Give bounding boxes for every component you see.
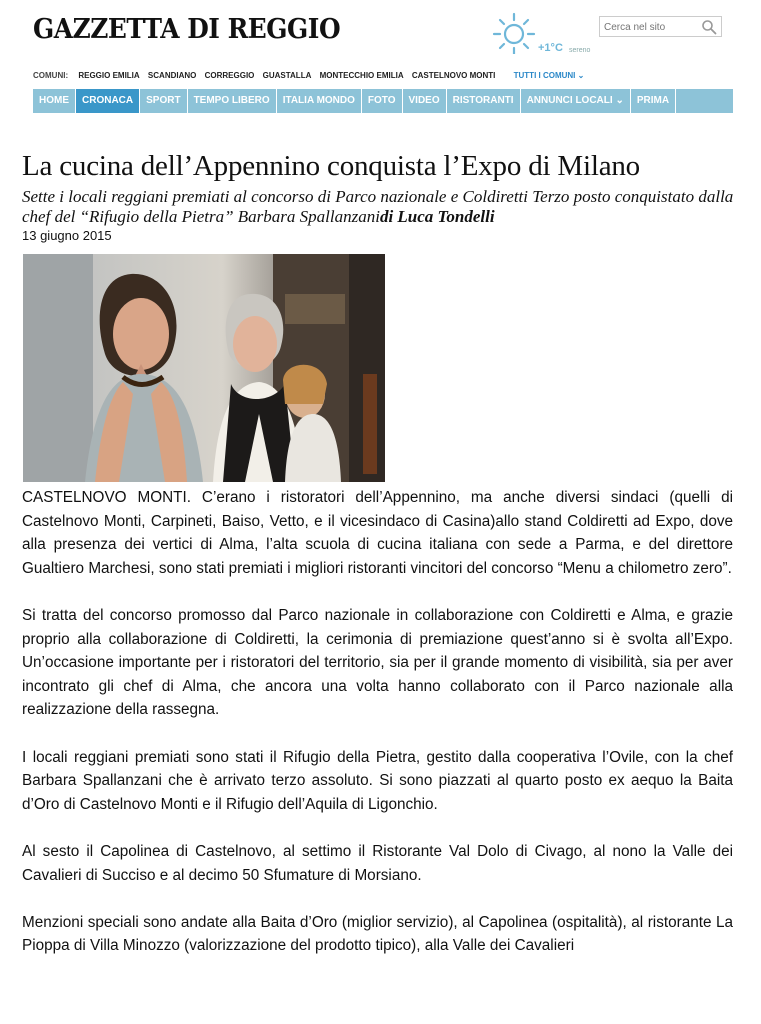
comune-link-reggio-emilia[interactable]: REGGIO EMILIA	[78, 71, 140, 80]
article-title: La cucina dell’Appennino conquista l’Expo di Milano	[22, 150, 640, 182]
article-subtitle-text: Sette i locali reggiani premiati al concorso di Parco nazionale e Coldiretti Terzo posto conquistato dalla chef del “Rifugio della Pietra” Barbara Spallanzani	[22, 187, 734, 226]
search-box	[599, 16, 722, 37]
comune-link-scandiano[interactable]: SCANDIANO	[147, 71, 197, 80]
article-date: 13 giugno 2015	[22, 228, 112, 243]
all-comuni-label: TUTTI I COMUNI	[513, 71, 576, 80]
nav-video[interactable]: VIDEO	[403, 89, 447, 113]
weather-widget[interactable]	[490, 10, 610, 60]
search-input[interactable]	[600, 18, 700, 37]
nav-home[interactable]: HOME	[33, 89, 76, 113]
nav-annunci-label: ANNUNCI LOCALI	[526, 95, 613, 106]
comuni-label: COMUNI:	[33, 71, 69, 80]
nav-prima[interactable]: PRIMA	[631, 89, 676, 113]
sun-icon	[490, 10, 538, 54]
nav-italia-mondo[interactable]: ITALIA MONDO	[277, 89, 362, 113]
weather-condition: sereno	[569, 47, 591, 54]
article-paragraph: Menzioni speciali sono andate alla Baita d’Oro (miglior servizio), al Capolinea (ospitalità), al ristorante La Pioppa di Villa Minozzo (valorizzazione del prodotto tipico), alla Valle dei Cavalieri	[22, 913, 733, 955]
article-author[interactable]: di Luca Tondelli	[379, 207, 495, 226]
article-paragraph: I locali reggiani premiati sono stati il Rifugio della Pietra, gestito dalla cooperativa l’Ovile, con la chef Barbara Spallanzani che è arrivato terzo assoluto. Si sono piazzati al quarto posto ex aequo la Baita d’Oro di Castelnovo Monti e il Rifugio dell’Aquila di Ligonchio.	[22, 748, 733, 813]
article-body	[22, 486, 733, 981]
chevron-down-icon: ⌄	[577, 71, 585, 80]
nav-annunci-locali[interactable]	[521, 89, 631, 113]
article-photo[interactable]	[23, 254, 385, 482]
comune-link-castelnovo-monti[interactable]: CASTELNOVO MONTI	[411, 71, 496, 80]
chevron-down-icon: ⌄	[615, 95, 624, 106]
main-nav	[33, 89, 733, 113]
nav-ristoranti[interactable]: RISTORANTI	[447, 89, 521, 113]
nav-sport[interactable]: SPORT	[140, 89, 187, 113]
comune-link-correggio[interactable]: CORREGGIO	[204, 71, 255, 80]
article-paragraph: CASTELNOVO MONTI. C’erano i ristoratori dell’Appennino, ma anche diversi sindaci (quelli di Castelnovo Monti, Carpineti, Baiso, Vetto, e il vicesindaco di Casina)allo stand Coldiretti ad Expo, dove alla presenza dei vertici di Alma, l’alta scuola di cucina italiana con sede a Parma, e del direttore Gualtiero Marchesi, sono stati premiati i migliori ristoranti vincitori del concorso “Menu a chilometro zero”.	[22, 489, 733, 577]
site-logo[interactable]: GAZZETTA DI REGGIO	[33, 14, 341, 45]
article-paragraph: Si tratta del concorso promosso dal Parco nazionale in collaborazione con Coldiretti e Alma, e grazie proprio alla collaborazione di Coldiretti, la cerimonia di premiazione quest’anno si è svolta all’Expo. Un’occasione importante per i ristoratori del territorio, sia per il grande momento di visibilità, sia per aver incontrato gli chef di Alma, che ancora una volta hanno collaborato con il Parco nazionale alla realizzazione della rassegna.	[22, 606, 733, 719]
article-subtitle	[22, 187, 742, 227]
nav-cronaca[interactable]: CRONACA	[76, 89, 140, 113]
comuni-bar	[33, 71, 590, 80]
all-comuni-dropdown[interactable]	[514, 71, 585, 80]
nav-tempo-libero[interactable]: TEMPO LIBERO	[188, 89, 277, 113]
nav-foto[interactable]: FOTO	[362, 89, 403, 113]
search-icon[interactable]	[701, 19, 717, 35]
comune-link-montecchio-emilia[interactable]: MONTECCHIO EMILIA	[319, 71, 404, 80]
weather-temperature: +1°C	[538, 42, 563, 54]
comune-link-guastalla[interactable]: GUASTALLA	[262, 71, 312, 80]
article-paragraph: Al sesto il Capolinea di Castelnovo, al settimo il Ristorante Val Dolo di Civago, al nono la Valle dei Cavalieri di Succiso e al decimo 50 Sfumature di Morsiano.	[22, 842, 733, 884]
